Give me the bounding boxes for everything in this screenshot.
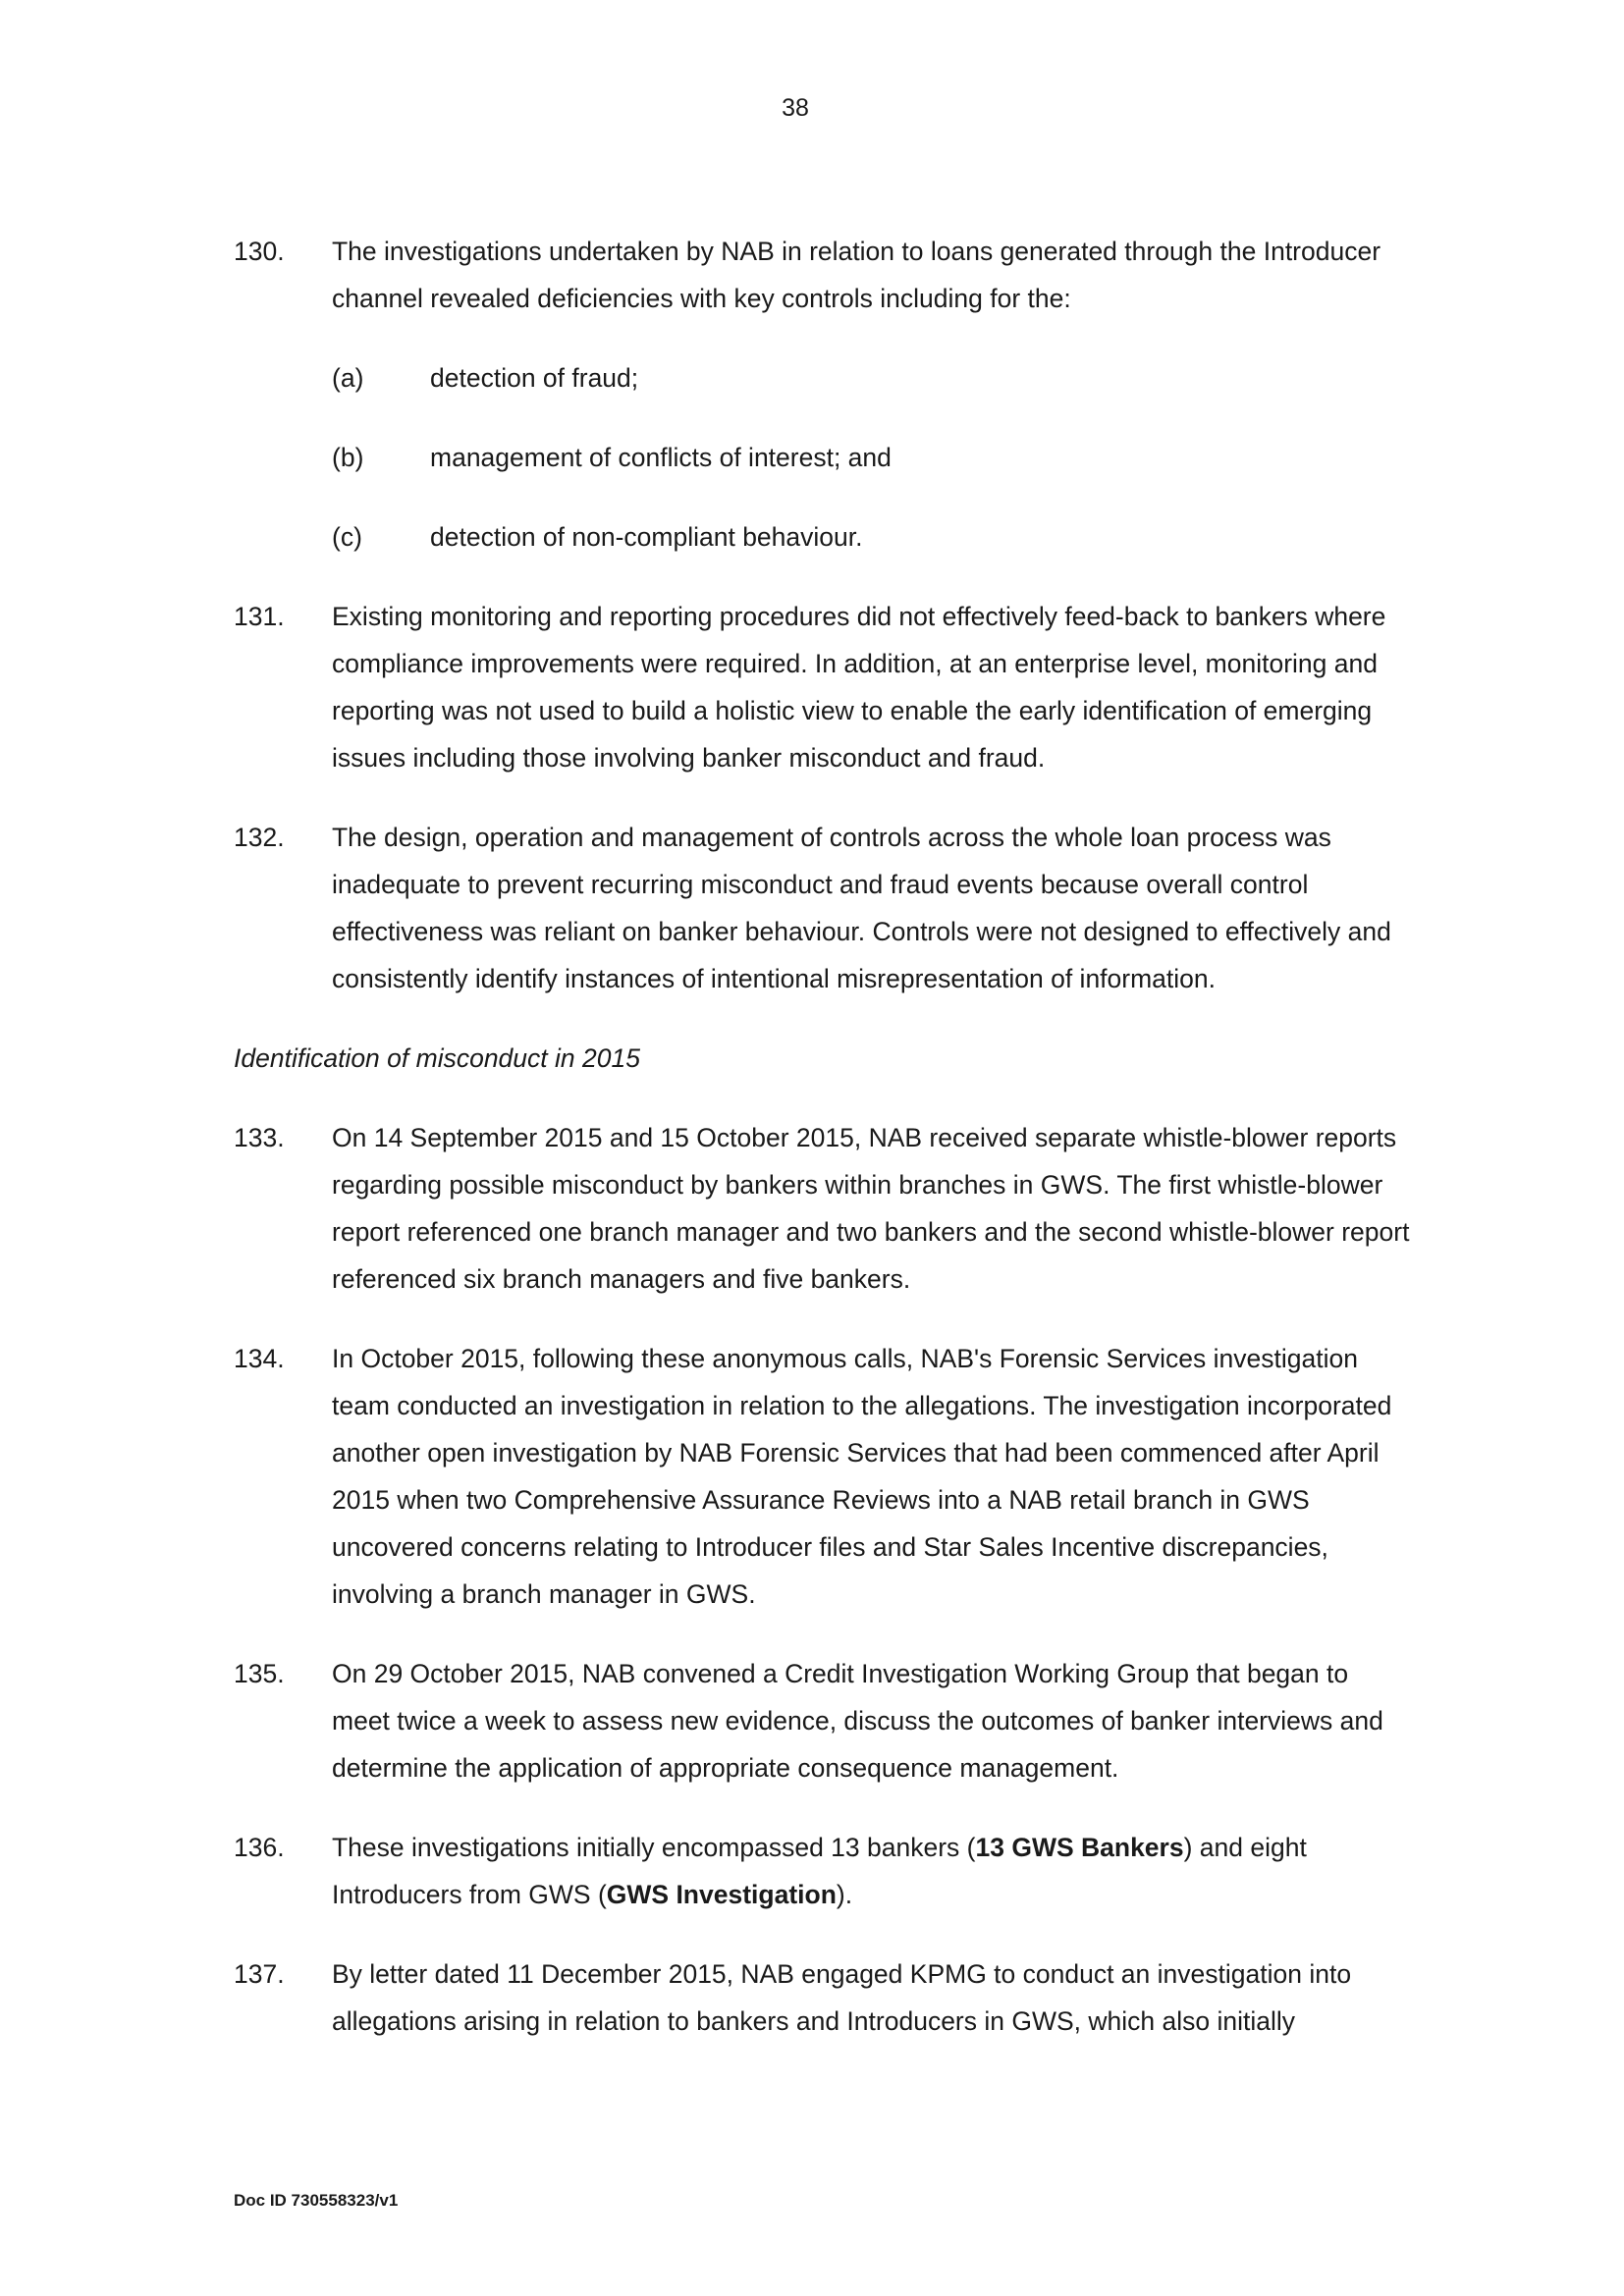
paragraph-text: On 14 September 2015 and 15 October 2015, NAB received separate whistle-blower reports regarding possible misconduct by bankers within branches in GWS. The first whistle-blower report referenced one branch manager and two bankers and the second whistle-blower report referenced six branch managers and five bankers. [332,1123,1410,1294]
paragraph-number: 131. [234,602,285,631]
defined-term-13-gws-bankers: 13 GWS Bankers [975,1833,1184,1862]
document-body [234,228,1412,2077]
text-segment: ) and eight Introducers from GWS ( [332,1833,1307,1909]
text-segment: ). [836,1880,853,1909]
paragraph-number: 136. [234,1833,285,1862]
subitem-text: management of conflicts of interest; and [430,443,892,472]
paragraph-text: In October 2015, following these anonymous calls, NAB's Forensic Services investigation team conducted an investigation in relation to the allegations. The investigation incorporated another open investigation by NAB Forensic Services that had been commenced after April 2015 when two Comprehensive Assurance Reviews into a NAB retail branch in GWS uncovered concerns relating to Introducer files and Star Sales Incentive discrepancies, involving a branch manager in GWS. [332,1344,1392,1609]
paragraph-text: The design, operation and management of controls across the whole loan process was inadequate to prevent recurring misconduct and fraud events because overall control effectiveness was reliant on banker behaviour. Controls were not designed to effectively and consistently identify instances of intentional misrepresentation of information. [332,823,1391,993]
paragraph-number: 135. [234,1659,285,1688]
paragraph-133 [234,1114,1412,1303]
paragraph-text: The investigations undertaken by NAB in relation to loans generated through the Introducer channel revealed deficiencies with key controls including for the: [332,237,1381,313]
subitem-label: (b) [332,443,364,472]
paragraph-136 [234,1824,1412,1918]
subitem-label: (a) [332,363,364,393]
paragraph-text: By letter dated 11 December 2015, NAB engaged KPMG to conduct an investigation into allegations arising in relation to bankers and Introducers in GWS, which also initially [332,1959,1352,2036]
subitem-label: (c) [332,522,362,552]
subitem-c [234,513,1412,561]
text-segment: These investigations initially encompassed 13 bankers ( [332,1833,976,1862]
subitem-text: detection of fraud; [430,363,639,393]
paragraph-number: 134. [234,1344,285,1373]
document-id-footer: Doc ID 730558323/v1 [234,2191,399,2210]
paragraph-130 [234,228,1412,322]
paragraph-135 [234,1650,1412,1791]
defined-term-gws-investigation: GWS Investigation [606,1880,837,1909]
subitem-b [234,434,1412,481]
paragraph-132 [234,814,1412,1002]
subitem-text: detection of non-compliant behaviour. [430,522,863,552]
section-heading: Identification of misconduct in 2015 [234,1043,640,1073]
paragraph-number: 133. [234,1123,285,1152]
page-number: 38 [782,94,809,122]
paragraph-134 [234,1335,1412,1618]
paragraph-number: 130. [234,237,285,266]
subitem-a [234,354,1412,401]
paragraph-text: On 29 October 2015, NAB convened a Credit Investigation Working Group that began to meet twice a week to assess new evidence, discuss the outcomes of banker interviews and determine the application of appropriate consequence management. [332,1659,1383,1783]
paragraph-number: 132. [234,823,285,852]
paragraph-137 [234,1950,1412,2045]
paragraph-text [332,1833,1307,1909]
paragraph-text: Existing monitoring and reporting procedures did not effectively feed-back to bankers where compliance improvements were required. In addition, at an enterprise level, monitoring and reporting was not used to build a holistic view to enable the early identification of emerging issues including those involving banker misconduct and fraud. [332,602,1386,773]
paragraph-131 [234,593,1412,781]
paragraph-number: 137. [234,1959,285,1989]
